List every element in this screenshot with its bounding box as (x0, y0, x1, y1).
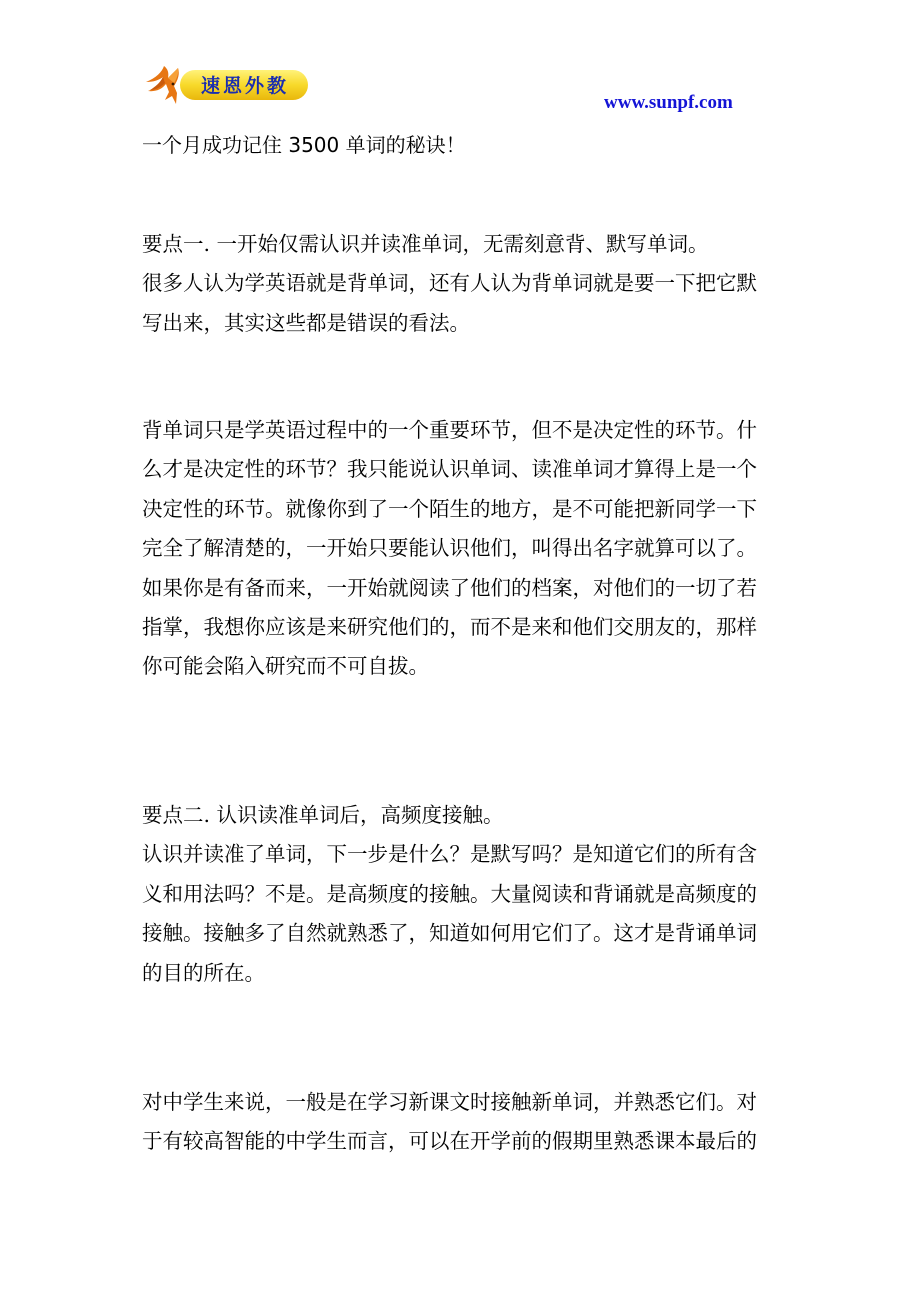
section-explanation (142, 411, 792, 687)
text-line: 背单词只是学英语过程中的一个重要环节，但不是决定性的环节。什 (142, 418, 757, 442)
section-key-point-one (142, 225, 792, 343)
text-line: 接触。接触多了自然就熟悉了，知道如何用它们了。这才是背诵单词 (142, 921, 757, 946)
text-line: 么才是决定性的环节？我只能说认识单词、读准单词才算得上是一个 (142, 457, 757, 482)
text-line: 于有较高智能的中学生而言，可以在开学前的假期里熟悉课本最后的 (142, 1129, 757, 1154)
text-line: 很多人认为学英语就是背单词，还有人认为背单词就是要一下把它默 (142, 271, 757, 296)
text-line: 指掌，我想你应该是来研究他们的，而不是来和他们交朋友的，那样 (142, 615, 757, 640)
text-line: 对中学生来说，一般是在学习新课文时接触新单词，并熟悉它们。对 (142, 1090, 757, 1114)
text-line: 认识并读准了单词，下一步是什么？是默写吗？是知道它们的所有含 (142, 842, 757, 867)
logo (142, 62, 312, 112)
text-line: 要点二. 认识读准单词后，高频度接触。 (142, 803, 504, 827)
text-line: 要点一. 一开始仅需认识并读准单词，无需刻意背、默写单词。 (142, 232, 709, 256)
text-line: 如果你是有备而来，一开始就阅读了他们的档案，对他们的一切了若 (142, 575, 757, 600)
site-url-link[interactable]: www.sunpf.com (604, 92, 733, 113)
text-line: 决定性的环节。就像你到了一个陌生的地方，是不可能把新同学一下 (142, 496, 757, 521)
page-header (0, 0, 920, 130)
text-line: 写出来，其实这些都是错误的看法。 (142, 310, 470, 335)
text-line: 完全了解清楚的，一开始只要能认识他们，叫得出名字就算可以了。 (142, 536, 757, 561)
eagle-icon (146, 66, 179, 104)
logo-text: 速恩外教 (200, 75, 289, 97)
text-line: 义和用法吗？不是。是高频度的接触。大量阅读和背诵就是高频度的 (142, 881, 757, 906)
page-title: 一个月成功记住 3500 单词的秘诀！ (142, 133, 466, 157)
section-key-point-two (142, 796, 792, 993)
text-line: 你可能会陷入研究而不可自拔。 (142, 654, 429, 679)
section-middle-school (142, 1083, 792, 1162)
text-line: 的目的所在。 (142, 960, 265, 985)
